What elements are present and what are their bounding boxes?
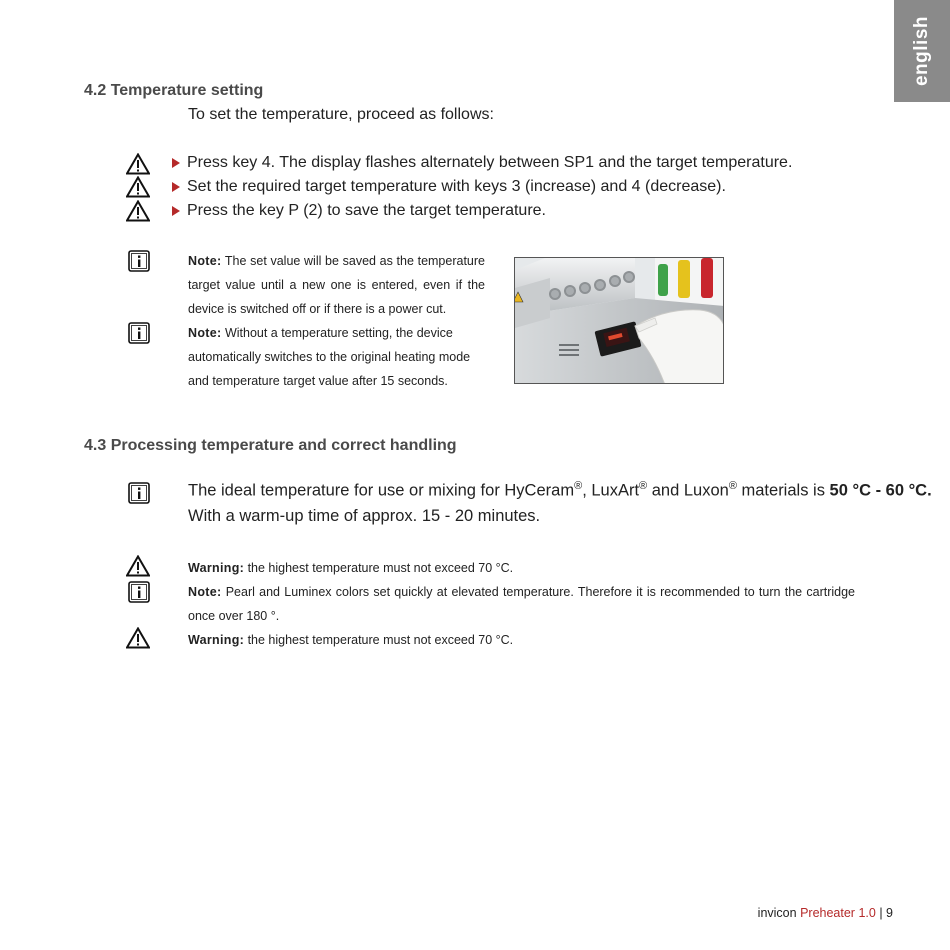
footer-product: Preheater 1.0 — [800, 906, 876, 920]
ideal-luxon: and Luxon — [647, 481, 729, 500]
step-item — [172, 202, 546, 220]
note-label: Note: — [188, 254, 222, 268]
registered-mark: ® — [728, 480, 737, 492]
temperature-range: 50 °C - 60 °C. — [829, 481, 932, 500]
section-heading-4-2: 4.2 Temperature setting — [84, 82, 264, 99]
ideal-line-1 — [188, 474, 932, 504]
warning-triangle-icon — [126, 627, 150, 649]
warning-text: the highest temperature must not exceed 70 °C. — [247, 633, 514, 647]
warning-triangle-icon — [126, 555, 150, 577]
page-footer — [758, 906, 893, 920]
step-text: Press the key P (2) to save the target temperature. — [187, 202, 546, 219]
note-label: Note: — [188, 326, 222, 340]
footer-brand: invicon — [757, 906, 797, 920]
warning-triangle-icon — [126, 176, 150, 198]
language-tab — [894, 0, 950, 102]
section-heading-4-3: 4.3 Processing temperature and correct handling — [84, 437, 457, 454]
step-text: Set the required target temperature with keys 3 (increase) and 4 (decrease). — [187, 178, 726, 195]
info-box-icon — [128, 322, 150, 344]
ideal-prefix: The ideal temperature for use or mixing for HyCeram — [188, 481, 575, 500]
bullet-arrow-icon — [172, 206, 180, 216]
ideal-temperature-text — [188, 474, 932, 529]
step-item — [172, 178, 726, 196]
device-photo — [514, 257, 724, 384]
note-paragraph — [188, 249, 485, 321]
registered-mark: ® — [574, 480, 583, 492]
step-item — [172, 154, 792, 172]
note-paragraph — [188, 321, 485, 393]
registered-mark: ® — [639, 480, 648, 492]
warning-paragraph — [188, 556, 855, 580]
info-box-icon — [128, 250, 150, 272]
ideal-line-2: With a warm-up time of approx. 15 - 20 minutes. — [188, 506, 541, 525]
bullet-arrow-icon — [172, 158, 180, 168]
warning-label: Warning: — [188, 633, 245, 647]
bullet-arrow-icon — [172, 182, 180, 192]
note-text: Pearl and Luminex colors set quickly at elevated temperature. Therefore it is recommended to turn the cartridge once over 180 °. — [188, 585, 855, 623]
ideal-suffix: materials is — [736, 481, 830, 500]
warning-text: the highest temperature must not exceed 70 °C. — [247, 561, 514, 575]
info-box-icon — [128, 581, 150, 603]
note-text: The set value will be saved as the temperature target value until a new one is entered, even if the device is switched off or if there is a power cut. — [188, 254, 485, 316]
warning-triangle-icon — [126, 200, 150, 222]
footer-separator: | — [879, 906, 883, 920]
ideal-luxart: , LuxArt — [582, 481, 640, 500]
note-label: Note: — [188, 585, 222, 599]
warning-label: Warning: — [188, 561, 245, 575]
warning-triangle-icon — [126, 153, 150, 175]
language-tab-label: english — [911, 15, 932, 87]
intro-text: To set the temperature, proceed as follows: — [188, 106, 494, 123]
warning-paragraph — [188, 628, 855, 652]
note-paragraph — [188, 580, 855, 628]
step-text: Press key 4. The display flashes alternately between SP1 and the target temperature. — [187, 154, 793, 171]
note-text: Without a temperature setting, the device automatically switches to the original heating mode and temperature target value after 15 seconds. — [188, 326, 471, 388]
page-number: 9 — [886, 906, 893, 920]
info-box-icon — [128, 482, 150, 504]
